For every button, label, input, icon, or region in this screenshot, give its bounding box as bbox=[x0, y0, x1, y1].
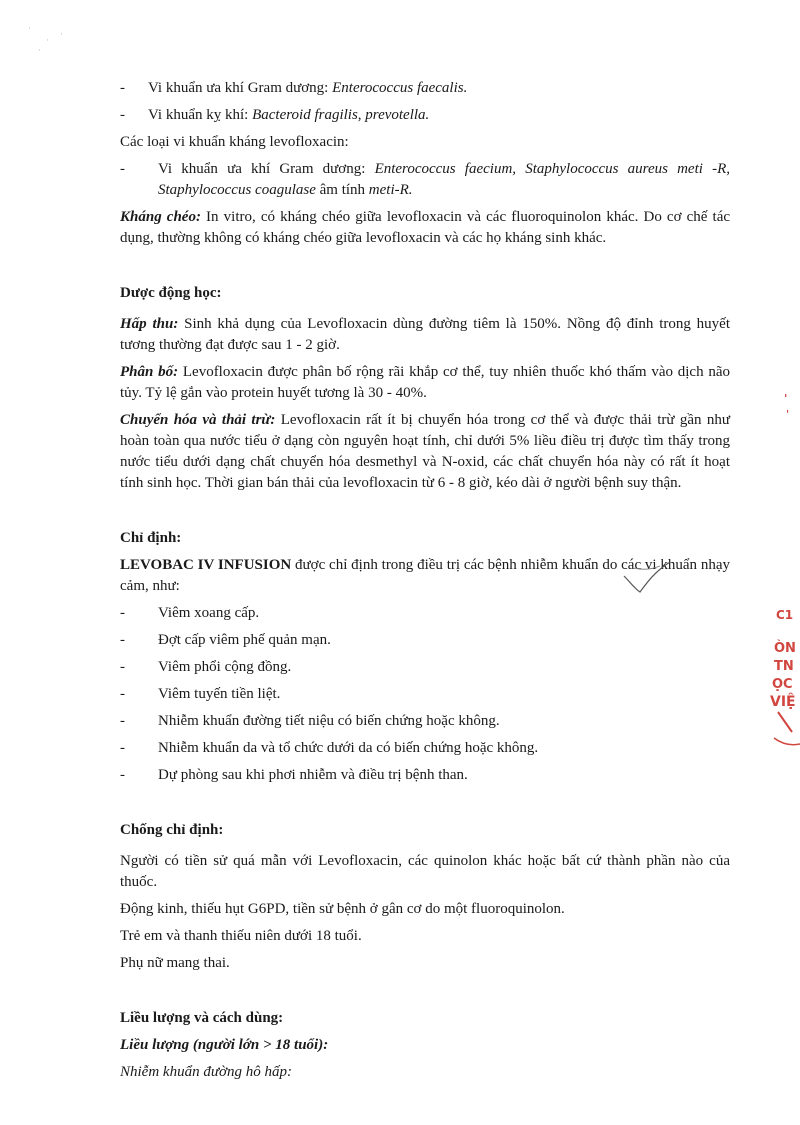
bullet-dash: - bbox=[120, 80, 125, 96]
contraindication-item: Trẻ em và thanh thiếu niên dưới 18 tuổi. bbox=[120, 928, 362, 944]
contraindication-item: Người có tiền sử quá mẫn với Levofloxacin, các quinolon khác hoặc bất cứ thành phần nào của thuốc. bbox=[120, 853, 730, 890]
stamp-text: TN bbox=[774, 659, 794, 674]
bullet-dash: - bbox=[120, 767, 125, 783]
absorption-paragraph bbox=[120, 314, 730, 356]
distribution-label: Phân bố: bbox=[120, 364, 179, 380]
list-item bbox=[120, 630, 730, 651]
text-label: âm tính bbox=[315, 182, 369, 198]
stamp-text: ÒN bbox=[774, 641, 796, 656]
absorption-text: Sinh khả dụng của Levofloxacin dùng đường tiêm là 150%. Nồng độ đỉnh trong huyết tương thường đạt được sau 1 - 2 giờ. bbox=[120, 316, 730, 353]
list-item bbox=[120, 765, 730, 786]
stamp-mark: ' bbox=[784, 392, 788, 405]
bullet-dash: - bbox=[120, 605, 125, 621]
bullet-dash: - bbox=[120, 659, 125, 675]
text-label: Vi khuẩn ưa khí Gram dương: bbox=[158, 161, 375, 177]
list-item-text: Viêm phổi cộng đồng. bbox=[158, 659, 292, 675]
distribution-text: Levofloxacin được phân bố rộng rãi khắp cơ thể, tuy nhiên thuốc khó thấm vào dịch não tủy. Tỷ lệ gắn vào protein huyết tương là 30 - 40%. bbox=[120, 364, 730, 401]
metabolism-text: Levofloxacin rất ít bị chuyển hóa trong cơ thể và được thải trừ gần như hoàn toàn qua nước tiểu ở dạng còn nguyên hoạt tính, chỉ dưới 5% liều điều trị được tìm thấy trong nước tiểu dưới dạng chất chuyển hóa desmethyl và N-oxid, các chất chuyển hóa này có rất ít hoạt tính sinh học. Thời gian bán thải của levofloxacin từ 6 - 8 giờ, kéo dài ở người bệnh suy thận. bbox=[120, 412, 730, 491]
bacteria-name: Enterococcus faecalis. bbox=[332, 80, 468, 96]
bullet-dash: - bbox=[120, 686, 125, 702]
stamp-text: VIỆ bbox=[770, 694, 796, 710]
stamp-ring-arc bbox=[770, 708, 800, 748]
bullet-dash: - bbox=[120, 161, 125, 177]
bacteria-name: meti-R. bbox=[368, 182, 413, 198]
contraindications-heading: Chống chỉ định: bbox=[120, 822, 224, 838]
bullet-line-anaerobic bbox=[120, 105, 730, 126]
stamp-text: ỌC bbox=[772, 677, 793, 692]
scan-speck: · bbox=[38, 45, 41, 55]
list-item-text: Viêm xoang cấp. bbox=[158, 605, 260, 621]
list-item bbox=[120, 603, 730, 624]
bacteria-name: Bacteroid fragilis, prevotella. bbox=[252, 107, 430, 123]
list-item-text: Dự phòng sau khi phơi nhiễm và điều trị bệnh than. bbox=[158, 767, 468, 783]
metabolism-paragraph bbox=[120, 410, 730, 494]
list-item bbox=[120, 657, 730, 678]
bacteria-name: Enterococcus faecium, Staphylococcus aureus meti -R, Staphylococcus coagulase bbox=[158, 161, 730, 198]
text-label: Vi khuẩn ưa khí Gram dương: bbox=[148, 80, 333, 96]
resistant-heading: Các loại vi khuẩn kháng levofloxacin: bbox=[120, 134, 349, 150]
bullet-dash: - bbox=[120, 632, 125, 648]
bullet-dash: - bbox=[120, 740, 125, 756]
dosage-subheading: Liều lượng (người lớn > 18 tuổi): bbox=[120, 1037, 329, 1053]
list-item bbox=[120, 711, 730, 732]
cross-resistance-text: In vitro, có kháng chéo giữa levofloxacin và các fluoroquinolon khác. Do cơ chế tác dụng, thường không có kháng chéo giữa levofloxacin và các họ kháng sinh khác. bbox=[120, 209, 731, 246]
text-label: Vi khuẩn kỵ khí: bbox=[148, 107, 253, 123]
bullet-line-aerobic bbox=[120, 78, 730, 99]
distribution-paragraph bbox=[120, 362, 730, 404]
bullet-dash: - bbox=[120, 107, 125, 123]
handwritten-check-mark bbox=[620, 558, 680, 598]
pharmacokinetics-heading: Dược động học: bbox=[120, 285, 222, 301]
scan-speck: · bbox=[28, 23, 31, 33]
list-item bbox=[120, 738, 730, 759]
bullet-line-resistant bbox=[120, 159, 730, 201]
stamp-mark: ' bbox=[786, 409, 790, 420]
list-item-text: Đợt cấp viêm phế quản mạn. bbox=[158, 632, 331, 648]
contraindication-item: Phụ nữ mang thai. bbox=[120, 955, 230, 971]
list-item bbox=[120, 684, 730, 705]
indications-heading: Chỉ định: bbox=[120, 530, 182, 546]
indications-list bbox=[120, 603, 730, 786]
scan-speck: · bbox=[60, 29, 63, 39]
contraindication-item: Động kinh, thiếu hụt G6PD, tiền sử bệnh ở gân cơ do một fluoroquinolon. bbox=[120, 901, 565, 917]
bullet-dash: - bbox=[120, 713, 125, 729]
dosage-subsubheading: Nhiễm khuẩn đường hô hấp: bbox=[120, 1064, 293, 1080]
list-item-text: Nhiễm khuẩn da và tổ chức dưới da có biến chứng hoặc không. bbox=[158, 740, 539, 756]
cross-resistance-paragraph bbox=[120, 207, 730, 249]
indications-intro-text: được chỉ định trong điều trị các bệnh nhiễm khuẩn do các vi khuẩn nhạy cảm, như: bbox=[120, 557, 730, 594]
product-name: LEVOBAC IV INFUSION bbox=[120, 557, 292, 573]
scan-speck: · bbox=[46, 35, 49, 45]
list-item-text: Viêm tuyến tiền liệt. bbox=[158, 686, 281, 702]
cross-resistance-label: Kháng chéo: bbox=[120, 209, 201, 225]
absorption-label: Hấp thu: bbox=[120, 316, 179, 332]
list-item-text: Nhiễm khuẩn đường tiết niệu có biến chứng hoặc không. bbox=[158, 713, 500, 729]
stamp-text: C1 bbox=[776, 608, 794, 622]
metabolism-label: Chuyển hóa và thải trừ: bbox=[120, 412, 276, 428]
dosage-heading: Liều lượng và cách dùng: bbox=[120, 1010, 284, 1026]
